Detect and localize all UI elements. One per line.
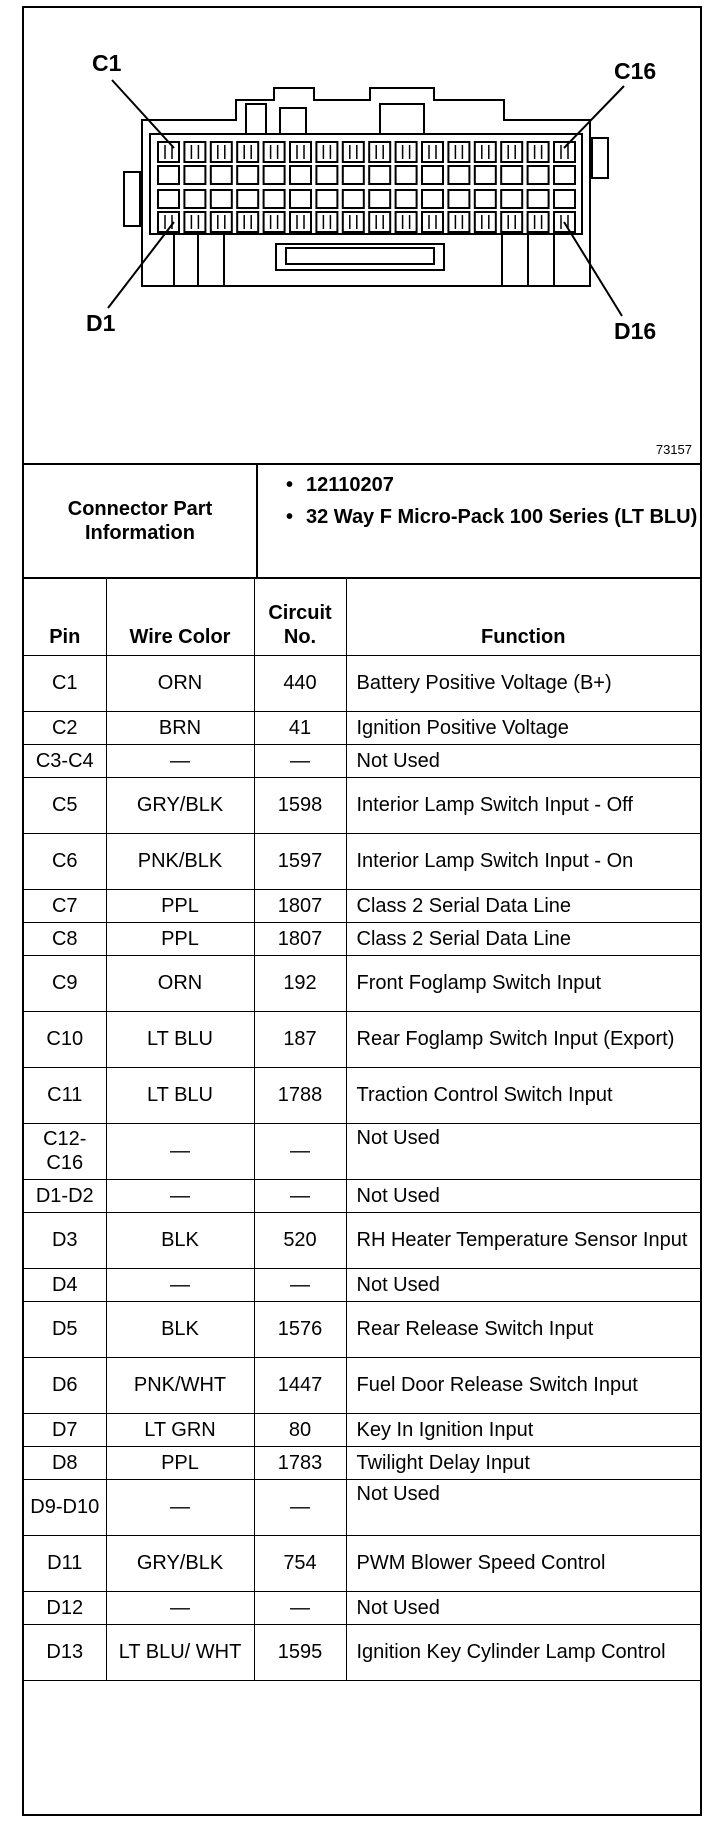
function-cell: Class 2 Serial Data Line — [346, 922, 700, 955]
circuit-cell: 1576 — [254, 1301, 346, 1357]
wire-color-cell: PPL — [106, 922, 254, 955]
cavity — [290, 142, 311, 162]
function-cell: Ignition Positive Voltage — [346, 711, 700, 744]
wire-color-cell: PPL — [106, 1446, 254, 1479]
wire-color-cell: — — [106, 1268, 254, 1301]
pin-cell: D11 — [24, 1535, 106, 1591]
pin-cell: C7 — [24, 889, 106, 922]
wire-color-cell: PNK/WHT — [106, 1357, 254, 1413]
table-header-row — [24, 579, 700, 655]
cavity — [422, 190, 443, 208]
wire-color-cell: ORN — [106, 955, 254, 1011]
connector-part-info-list — [258, 465, 700, 577]
cavity — [184, 142, 205, 162]
cavity — [343, 212, 364, 232]
circuit-cell: 41 — [254, 711, 346, 744]
circuit-cell: — — [254, 1268, 346, 1301]
wire-color-cell: BLK — [106, 1212, 254, 1268]
wire-color-cell: BLK — [106, 1301, 254, 1357]
cavity — [501, 142, 522, 162]
wire-color-cell: PNK/BLK — [106, 833, 254, 889]
table-row — [24, 1413, 700, 1446]
wire-color-cell: — — [106, 1591, 254, 1624]
connector-sheet — [22, 6, 702, 1816]
circuit-cell: 1597 — [254, 833, 346, 889]
pin-cell: C3-C4 — [24, 744, 106, 777]
keying-slot-inner — [286, 248, 434, 264]
cavity — [184, 212, 205, 232]
cavity — [237, 142, 258, 162]
cavity — [554, 142, 575, 162]
table-row — [24, 955, 700, 1011]
circuit-cell: 520 — [254, 1212, 346, 1268]
circuit-cell: 1807 — [254, 889, 346, 922]
table-row — [24, 922, 700, 955]
connector-part-info-label — [24, 465, 258, 577]
cavity — [290, 190, 311, 208]
wire-color-cell: BRN — [106, 711, 254, 744]
table-row — [24, 1535, 700, 1591]
function-cell: Twilight Delay Input — [346, 1446, 700, 1479]
cavity — [158, 190, 179, 208]
cavity — [422, 212, 443, 232]
label-c1: C1 — [92, 50, 122, 76]
cavity — [369, 212, 390, 232]
cavity — [316, 166, 337, 184]
function-cell: Class 2 Serial Data Line — [346, 889, 700, 922]
function-cell: Not Used — [346, 1179, 700, 1212]
function-cell: Rear Foglamp Switch Input (Export) — [346, 1011, 700, 1067]
pinout-table — [24, 579, 700, 1681]
cavity — [316, 142, 337, 162]
pin-cell: D8 — [24, 1446, 106, 1479]
function-cell: Not Used — [346, 1123, 700, 1179]
top-tab — [380, 104, 424, 134]
wire-color-cell: LT GRN — [106, 1413, 254, 1446]
cavity — [528, 166, 549, 184]
pin-cell: C2 — [24, 711, 106, 744]
cavity — [290, 212, 311, 232]
top-tab — [280, 108, 306, 134]
function-cell: PWM Blower Speed Control — [346, 1535, 700, 1591]
cavity — [237, 212, 258, 232]
circuit-cell: 440 — [254, 655, 346, 711]
function-cell: Not Used — [346, 1268, 700, 1301]
header-circuit-no: Circuit No. — [254, 579, 346, 655]
table-row — [24, 1067, 700, 1123]
cavity — [475, 166, 496, 184]
wire-color-cell: — — [106, 744, 254, 777]
cavity — [158, 142, 179, 162]
function-cell: Not Used — [346, 744, 700, 777]
pin-cell: D5 — [24, 1301, 106, 1357]
circuit-cell: — — [254, 1591, 346, 1624]
wire-color-cell: — — [106, 1179, 254, 1212]
pin-cell: D4 — [24, 1268, 106, 1301]
function-cell: Interior Lamp Switch Input - Off — [346, 777, 700, 833]
function-cell: Interior Lamp Switch Input - On — [346, 833, 700, 889]
cavity — [316, 190, 337, 208]
table-row — [24, 1357, 700, 1413]
pin-cell: C12-C16 — [24, 1123, 106, 1179]
info-label-line1: Connector Part — [67, 498, 213, 520]
table-row — [24, 1179, 700, 1212]
wire-color-cell: GRY/BLK — [106, 777, 254, 833]
table-row — [24, 889, 700, 922]
circuit-cell: — — [254, 1179, 346, 1212]
pin-cell: D9-D10 — [24, 1479, 106, 1535]
cavity — [264, 166, 285, 184]
connector-part-info — [24, 465, 700, 579]
cavity — [369, 142, 390, 162]
connector-face-drawing — [24, 8, 700, 463]
cavity — [316, 212, 337, 232]
cavity — [501, 190, 522, 208]
cavity — [528, 142, 549, 162]
cavity — [184, 190, 205, 208]
circuit-cell: — — [254, 1479, 346, 1535]
table-row — [24, 1479, 700, 1535]
cavity — [554, 166, 575, 184]
table-row — [24, 833, 700, 889]
cavity — [237, 190, 258, 208]
cavity — [211, 166, 232, 184]
pin-cell: D1-D2 — [24, 1179, 106, 1212]
cavity — [528, 212, 549, 232]
cavity — [211, 142, 232, 162]
cavity — [448, 142, 469, 162]
pin-cell: D13 — [24, 1624, 106, 1680]
figure-id: 73157 — [655, 442, 692, 457]
header-function: Function — [346, 579, 700, 655]
pinout-table-body — [24, 655, 700, 1680]
cavity — [475, 190, 496, 208]
table-row — [24, 1268, 700, 1301]
part-number: • 12110207 — [286, 473, 700, 497]
cavity — [448, 166, 469, 184]
table-row — [24, 1123, 700, 1179]
pin-cell: D7 — [24, 1413, 106, 1446]
function-cell: Rear Release Switch Input — [346, 1301, 700, 1357]
function-cell: Fuel Door Release Switch Input — [346, 1357, 700, 1413]
function-cell: Key In Ignition Input — [346, 1413, 700, 1446]
connector-description: • 32 Way F Micro-Pack 100 Series (LT BLU) — [286, 505, 700, 529]
pin-cell: C9 — [24, 955, 106, 1011]
cavity — [422, 142, 443, 162]
table-row — [24, 655, 700, 711]
wire-color-cell: ORN — [106, 655, 254, 711]
circuit-cell: 1788 — [254, 1067, 346, 1123]
circuit-cell: — — [254, 1123, 346, 1179]
pin-cell: C8 — [24, 922, 106, 955]
wire-color-cell: PPL — [106, 889, 254, 922]
wire-color-cell: LT BLU/ WHT — [106, 1624, 254, 1680]
cavity — [396, 190, 417, 208]
circuit-cell: 1595 — [254, 1624, 346, 1680]
cavity — [448, 212, 469, 232]
function-cell: Not Used — [346, 1479, 700, 1535]
cavity — [343, 166, 364, 184]
side-latch-right — [592, 138, 608, 178]
circuit-cell: 187 — [254, 1011, 346, 1067]
function-cell: Ignition Key Cylinder Lamp Control — [346, 1624, 700, 1680]
cavity — [475, 142, 496, 162]
cavity — [343, 190, 364, 208]
table-row — [24, 1011, 700, 1067]
wire-color-cell: LT BLU — [106, 1067, 254, 1123]
table-row — [24, 744, 700, 777]
label-d1: D1 — [86, 310, 116, 336]
side-latch-left — [124, 172, 140, 226]
cavity — [528, 190, 549, 208]
cavity — [369, 190, 390, 208]
cavity — [501, 166, 522, 184]
cavity — [475, 212, 496, 232]
pin-cell: D3 — [24, 1212, 106, 1268]
function-cell: Front Foglamp Switch Input — [346, 955, 700, 1011]
cavity — [211, 212, 232, 232]
pin-cell: C6 — [24, 833, 106, 889]
cavity — [554, 190, 575, 208]
cavity — [290, 166, 311, 184]
circuit-cell: 192 — [254, 955, 346, 1011]
table-row — [24, 711, 700, 744]
cavity — [264, 190, 285, 208]
table-row — [24, 1212, 700, 1268]
cavity — [396, 142, 417, 162]
circuit-cell: 1807 — [254, 922, 346, 955]
circuit-cell: 1783 — [254, 1446, 346, 1479]
pin-cell: C5 — [24, 777, 106, 833]
circuit-cell: 1598 — [254, 777, 346, 833]
circuit-cell: — — [254, 744, 346, 777]
cavity — [422, 166, 443, 184]
cavity — [501, 212, 522, 232]
top-tab — [246, 104, 266, 134]
wire-color-cell: — — [106, 1479, 254, 1535]
cavity — [211, 190, 232, 208]
cavity — [237, 166, 258, 184]
table-row — [24, 1301, 700, 1357]
cavity — [343, 142, 364, 162]
table-row — [24, 1624, 700, 1680]
header-wire-color: Wire Color — [106, 579, 254, 655]
function-cell: Battery Positive Voltage (B+) — [346, 655, 700, 711]
cavity — [264, 212, 285, 232]
cavity — [264, 142, 285, 162]
label-d16: D16 — [614, 318, 657, 344]
wire-color-cell: GRY/BLK — [106, 1535, 254, 1591]
wire-color-cell: — — [106, 1123, 254, 1179]
pin-cell: C10 — [24, 1011, 106, 1067]
info-label-line2: Information — [85, 522, 195, 544]
label-c16: C16 — [614, 58, 657, 84]
cavity — [396, 166, 417, 184]
pin-cell: C1 — [24, 655, 106, 711]
table-row — [24, 1446, 700, 1479]
cavity — [369, 166, 390, 184]
connector-housing — [142, 88, 590, 286]
cavity — [158, 166, 179, 184]
wire-color-cell: LT BLU — [106, 1011, 254, 1067]
table-row — [24, 1591, 700, 1624]
connector-diagram — [24, 8, 700, 465]
pin-cell: C11 — [24, 1067, 106, 1123]
circuit-cell: 754 — [254, 1535, 346, 1591]
pin-cell: D12 — [24, 1591, 106, 1624]
table-row — [24, 777, 700, 833]
header-pin: Pin — [24, 579, 106, 655]
function-cell: RH Heater Temperature Sensor Input — [346, 1212, 700, 1268]
leader-d16 — [564, 222, 622, 316]
function-cell: Traction Control Switch Input — [346, 1067, 700, 1123]
function-cell: Not Used — [346, 1591, 700, 1624]
cavity — [184, 166, 205, 184]
cavity — [448, 190, 469, 208]
circuit-cell: 80 — [254, 1413, 346, 1446]
pin-cell: D6 — [24, 1357, 106, 1413]
circuit-cell: 1447 — [254, 1357, 346, 1413]
cavity — [396, 212, 417, 232]
